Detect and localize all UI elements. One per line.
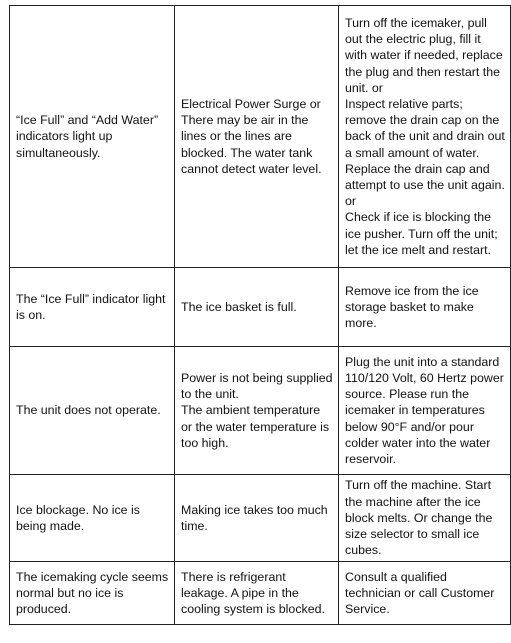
cause-cell: Electrical Power Surge or There may be air in the lines or the lines are blocked. The water tank cannot detect water level. [175,6,339,268]
table-row [10,475,511,562]
problem-cell: “Ice Full” and “Add Water” indicators light up simultaneously. [10,6,175,268]
table-row [10,6,511,268]
table-row [10,562,511,625]
cause-cell: The ice basket is full. [175,268,339,347]
cause-cell: Power is not being supplied to the unit. The ambient temperature or the water temperature is too high. [175,347,339,475]
solution-cell: Turn off the icemaker, pull out the electric plug, fill it with water if needed, replace the plug and then restart the unit. or Inspect relative parts; remove the drain cap on the back of the unit and drain out a small amount of water. Replace the drain cap and attempt to use the unit again. or Check if ice is blocking the ice pusher. Turn off the unit; let the ice melt and restart. [339,6,511,268]
problem-cell: The “Ice Full” indicator light is on. [10,268,175,347]
troubleshooting-table [9,5,511,625]
problem-cell: The unit does not operate. [10,347,175,475]
solution-cell: Turn off the machine. Start the machine after the ice block melts. Or change the size selector to small ice cubes. [339,475,511,562]
solution-cell: Consult a qualified technician or call Customer Service. [339,562,511,625]
cause-cell: There is refrigerant leakage. A pipe in the cooling system is blocked. [175,562,339,625]
table-row [10,268,511,347]
problem-cell: The icemaking cycle seems normal but no ice is produced. [10,562,175,625]
problem-cell: Ice blockage. No ice is being made. [10,475,175,562]
solution-cell: Plug the unit into a standard 110/120 Volt, 60 Hertz power source. Please run the icemaker in temperatures below 90°F and/or pour colder water into the water reservoir. [339,347,511,475]
table-row [10,347,511,475]
solution-cell: Remove ice from the ice storage basket to make more. [339,268,511,347]
cause-cell: Making ice takes too much time. [175,475,339,562]
